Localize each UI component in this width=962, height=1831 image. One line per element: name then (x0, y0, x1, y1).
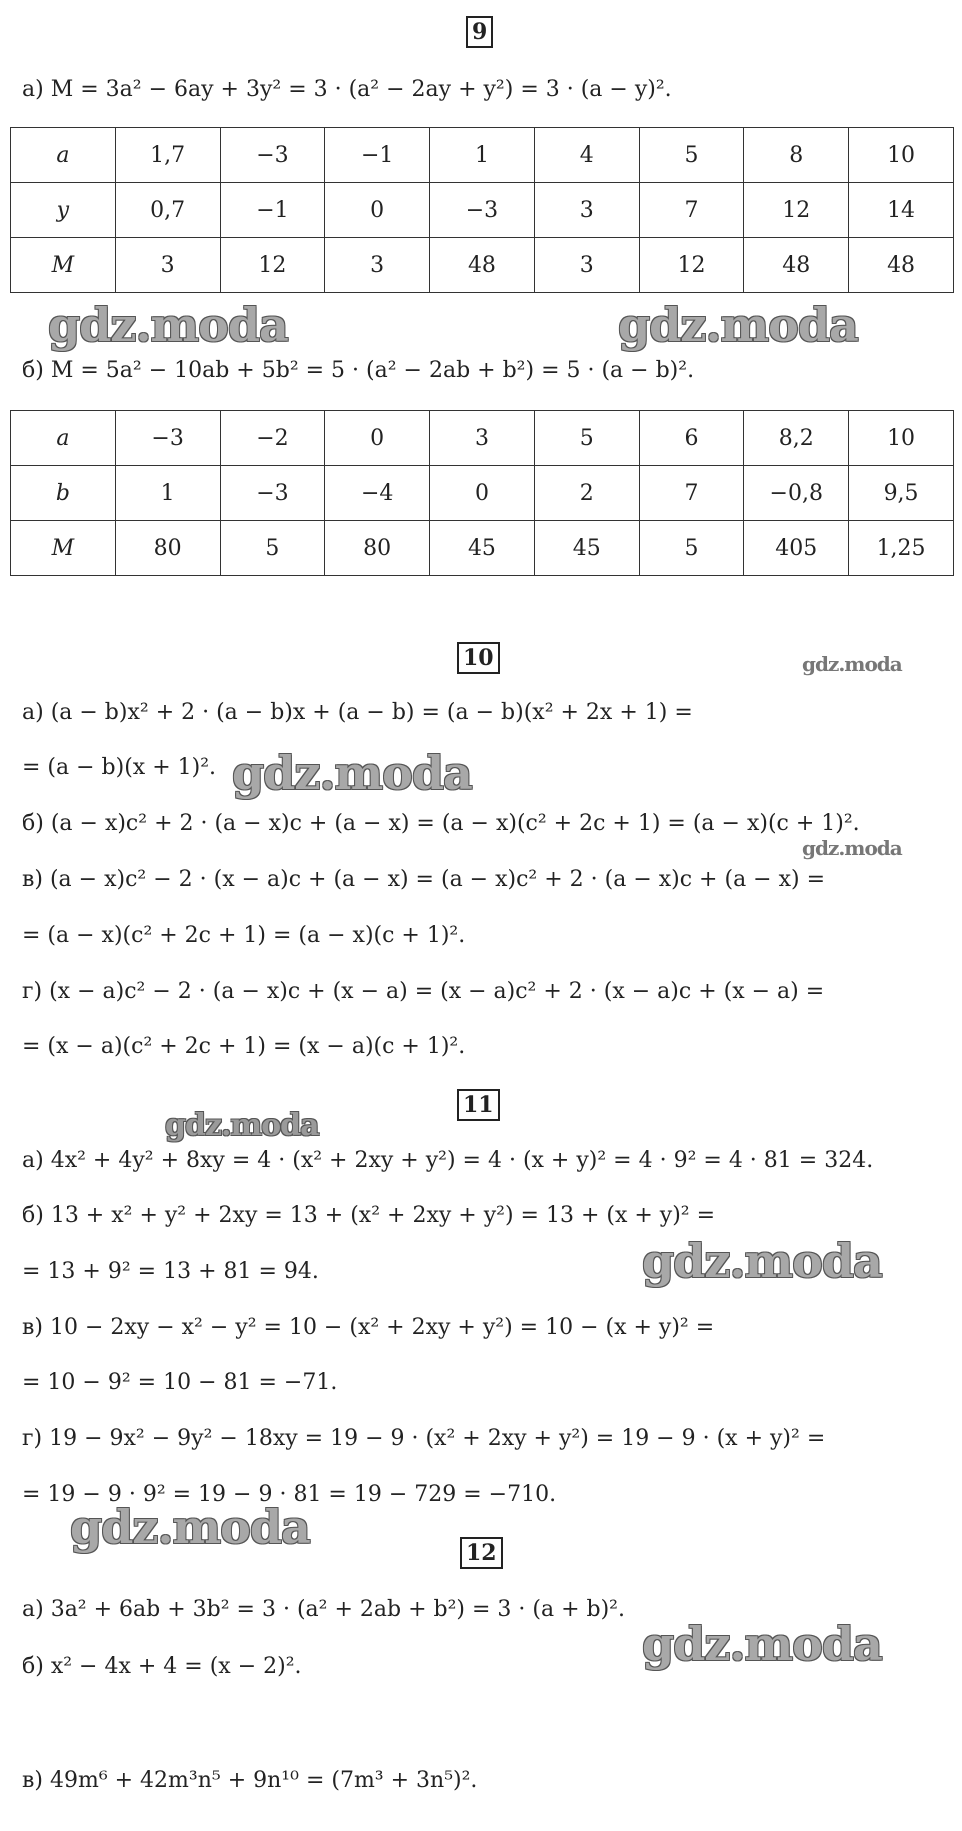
table-cell: 80 (115, 521, 220, 576)
equation-11a: а) 4x² + 4y² + 8xy = 4 · (x² + 2xy + y²) = 4 · (x + y)² = 4 · 9² = 4 · 81 = 324. (22, 1148, 874, 1173)
table-cell: −3 (220, 128, 325, 183)
table-cell: 1,25 (849, 521, 954, 576)
watermark: gdz.moda (802, 652, 902, 676)
table-cell: 0 (430, 466, 535, 521)
table-cell: 12 (639, 238, 744, 293)
table-cell: 1 (430, 128, 535, 183)
table-cell: 8,2 (744, 411, 849, 466)
table-cell: 45 (430, 521, 535, 576)
equation-10b: б) (a − x)c² + 2 · (a − x)c + (a − x) = (a − x)(c² + 2c + 1) = (a − x)(c + 1)². (22, 811, 860, 836)
problem-number-11: 11 (457, 1089, 500, 1121)
table-cell: 3 (534, 238, 639, 293)
equation-11v-line1: в) 10 − 2xy − x² − y² = 10 − (x² + 2xy + y²) = 10 − (x + y)² = (22, 1315, 715, 1340)
table-cell: 10 (849, 128, 954, 183)
table-cell: 5 (639, 521, 744, 576)
table-cell: 0,7 (115, 183, 220, 238)
value-table-9b (10, 410, 954, 576)
row-label: M (11, 521, 116, 576)
equation-11g-line2: = 19 − 9 · 9² = 19 − 9 · 81 = 19 − 729 = −710. (22, 1482, 557, 1507)
table-cell: −2 (220, 411, 325, 466)
table-cell: 7 (639, 183, 744, 238)
table-cell: −0,8 (744, 466, 849, 521)
table-cell: −3 (430, 183, 535, 238)
table-row (11, 466, 954, 521)
equation-11g-line1: г) 19 − 9x² − 9y² − 18xy = 19 − 9 · (x² + 2xy + y²) = 19 − 9 · (x + y)² = (22, 1426, 826, 1451)
table-cell: 1,7 (115, 128, 220, 183)
watermark: gdz.moda (70, 1500, 310, 1554)
equation-11b-line1: б) 13 + x² + y² + 2xy = 13 + (x² + 2xy + y²) = 13 + (x + y)² = (22, 1203, 716, 1228)
table-row (11, 183, 954, 238)
table-cell: 12 (744, 183, 849, 238)
table-cell: 6 (639, 411, 744, 466)
table-cell: 3 (430, 411, 535, 466)
table-cell: −1 (220, 183, 325, 238)
watermark: gdz.moda (642, 1617, 882, 1671)
equation-10a-line1: а) (a − b)x² + 2 · (a − b)x + (a − b) = (a − b)(x² + 2x + 1) = (22, 700, 693, 725)
equation-11v-line2: = 10 − 9² = 10 − 81 = −71. (22, 1370, 338, 1395)
table-cell: 3 (325, 238, 430, 293)
table-cell: −4 (325, 466, 430, 521)
equation-9b: б) M = 5a² − 10ab + 5b² = 5 · (a² − 2ab + b²) = 5 · (a − b)². (22, 358, 695, 383)
table-cell: 5 (534, 411, 639, 466)
table-cell: 4 (534, 128, 639, 183)
table-cell: 10 (849, 411, 954, 466)
equation-12b: б) x² − 4x + 4 = (x − 2)². (22, 1654, 302, 1679)
table-cell: 3 (115, 238, 220, 293)
problem-number-12: 12 (460, 1537, 503, 1569)
table-cell: 405 (744, 521, 849, 576)
table-cell: 7 (639, 466, 744, 521)
equation-11b-line2: = 13 + 9² = 13 + 81 = 94. (22, 1259, 319, 1284)
table-cell: 9,5 (849, 466, 954, 521)
table-row (11, 411, 954, 466)
table-cell: 1 (115, 466, 220, 521)
table-cell: 3 (534, 183, 639, 238)
value-table-9a (10, 127, 954, 293)
table-cell: 0 (325, 183, 430, 238)
table-cell: 14 (849, 183, 954, 238)
row-label: y (11, 183, 116, 238)
problem-number-10: 10 (457, 642, 500, 674)
table-cell: 48 (430, 238, 535, 293)
problem-number-9: 9 (466, 16, 493, 48)
equation-9a: а) M = 3a² − 6ay + 3y² = 3 · (a² − 2ay + y²) = 3 · (a − y)². (22, 77, 672, 102)
table-cell: −1 (325, 128, 430, 183)
equation-10v-line2: = (a − x)(c² + 2c + 1) = (a − x)(c + 1)². (22, 923, 466, 948)
table-row (11, 128, 954, 183)
watermark: gdz.moda (48, 298, 288, 352)
table-cell: 48 (744, 238, 849, 293)
row-label: a (11, 128, 116, 183)
row-label: a (11, 411, 116, 466)
equation-12v: в) 49m⁶ + 42m³n⁵ + 9n¹⁰ = (7m³ + 3n⁵)². (22, 1768, 478, 1793)
table-cell: 2 (534, 466, 639, 521)
watermark: gdz.moda (165, 1108, 319, 1143)
row-label: M (11, 238, 116, 293)
row-label: b (11, 466, 116, 521)
table-cell: 0 (325, 411, 430, 466)
watermark: gdz.moda (802, 836, 902, 860)
equation-10a-line2: = (a − b)(x + 1)². (22, 755, 217, 780)
watermark: gdz.moda (618, 298, 858, 352)
watermark: gdz.moda (232, 746, 472, 800)
table-cell: 45 (534, 521, 639, 576)
table-cell: 12 (220, 238, 325, 293)
equation-10g-line2: = (x − a)(c² + 2c + 1) = (x − a)(c + 1)². (22, 1034, 466, 1059)
watermark: gdz.moda (642, 1234, 882, 1288)
equation-10v-line1: в) (a − x)c² − 2 · (x − a)c + (a − x) = (a − x)c² + 2 · (a − x)c + (a − x) = (22, 867, 826, 892)
table-cell: 8 (744, 128, 849, 183)
table-cell: 5 (639, 128, 744, 183)
table-row (11, 521, 954, 576)
table-cell: 80 (325, 521, 430, 576)
table-cell: −3 (115, 411, 220, 466)
equation-10g-line1: г) (x − a)c² − 2 · (a − x)c + (x − a) = (x − a)c² + 2 · (x − a)c + (x − a) = (22, 979, 825, 1004)
table-row (11, 238, 954, 293)
table-cell: 5 (220, 521, 325, 576)
table-cell: −3 (220, 466, 325, 521)
table-cell: 48 (849, 238, 954, 293)
equation-12a: а) 3a² + 6ab + 3b² = 3 · (a² + 2ab + b²) = 3 · (a + b)². (22, 1597, 625, 1622)
